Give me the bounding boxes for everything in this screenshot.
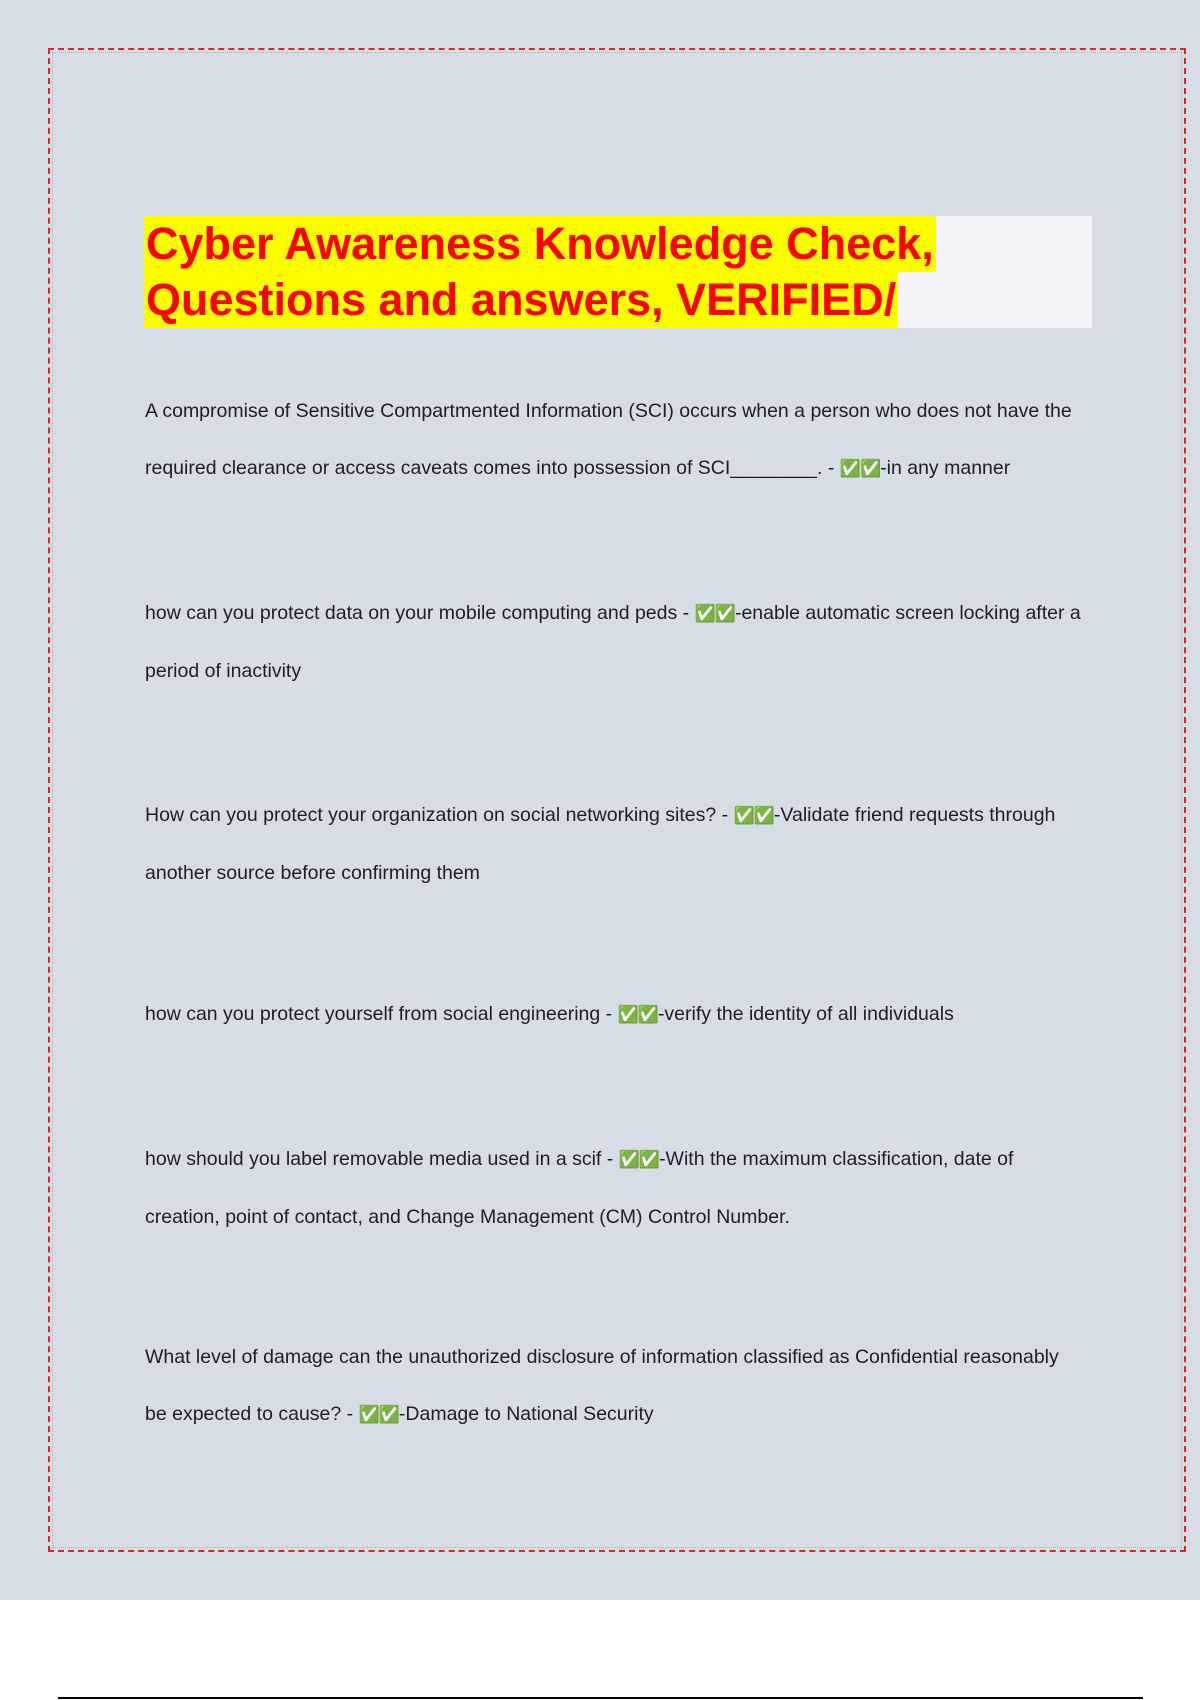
question-text: how can you protect data on your mobile computing and peds xyxy=(145,602,678,624)
check-icon: ✅✅ xyxy=(694,604,735,624)
separator: - xyxy=(822,457,840,479)
answer-text: -verify the identity of all individuals xyxy=(657,1003,954,1025)
separator: - xyxy=(341,1403,359,1425)
qa-item-4 xyxy=(145,986,1085,1044)
question-text: how can you protect yourself from social engineering xyxy=(145,1003,601,1025)
answer-text: -Damage to National Security xyxy=(398,1403,654,1425)
separator: - xyxy=(601,1148,619,1170)
qa-item-3 xyxy=(145,787,1085,902)
document-title-line-1: Cyber Awareness Knowledge Check, xyxy=(144,216,936,272)
check-icon: ✅✅ xyxy=(358,1405,399,1425)
check-icon: ✅✅ xyxy=(839,459,881,479)
qa-item-5 xyxy=(145,1131,1085,1246)
question-text: how should you label removable media used in a scif xyxy=(145,1148,602,1170)
qa-item-2 xyxy=(145,585,1085,700)
check-icon: ✅✅ xyxy=(617,1005,658,1025)
qa-item-1 xyxy=(145,383,1085,498)
answer-text: -Validate friend requests through another source before confirming them xyxy=(145,804,1056,884)
separator: - xyxy=(600,1003,618,1025)
separator: - xyxy=(677,602,695,624)
answer-text: -With the maximum classification, date of creation, point of contact, and Change Management (CM) Control Number. xyxy=(145,1148,1014,1228)
answer-text: -enable automatic screen locking after a period of inactivity xyxy=(145,602,1081,682)
qa-item-6 xyxy=(145,1329,1085,1444)
question-text: What level of damage can the unauthorized disclosure of information classified as Confidential reasonably be expected to cause? xyxy=(145,1346,1059,1425)
footer-rule xyxy=(58,1697,1143,1699)
answer-text: -in any manner xyxy=(880,457,1011,479)
separator: - xyxy=(716,804,734,826)
question-text: A compromise of Sensitive Compartmented Information (SCI) occurs when a person who does not have the required clearance or access caveats comes into possession of SCI________. xyxy=(145,400,1072,479)
check-icon: ✅✅ xyxy=(733,806,774,826)
document-title-line-2: Questions and answers, VERIFIED/ xyxy=(144,272,898,328)
check-icon: ✅✅ xyxy=(618,1150,660,1170)
question-text: How can you protect your organization on social networking sites? xyxy=(145,804,717,826)
